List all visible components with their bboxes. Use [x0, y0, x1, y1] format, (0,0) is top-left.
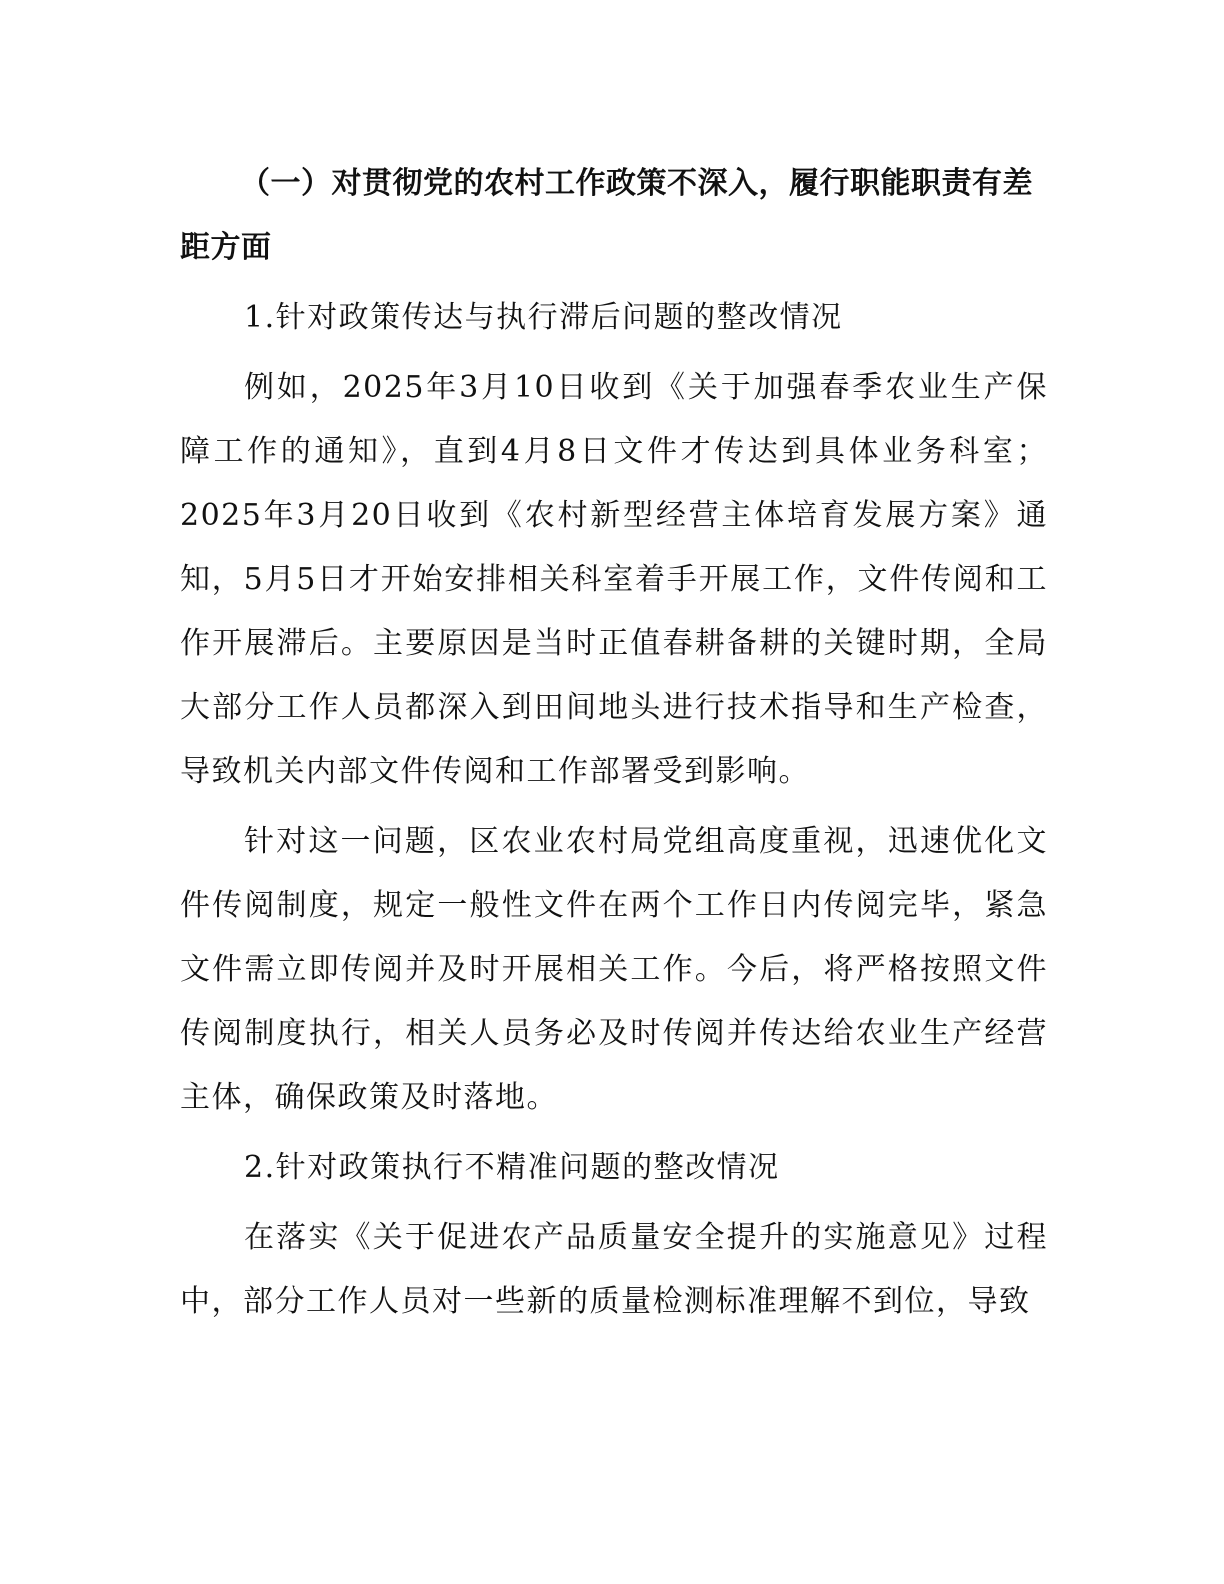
- paragraph-example: 例如，2025年3月10日收到《关于加强春季农业生产保障工作的通知》，直到4月8日文件才传达到具体业务科室；2025年3月20日收到《农村新型经营主体培育发展方案》通知，5月5日才开始安排相关科室着手开展工作，文件传阅和工作开展滞后。主要原因是当时正值春耕备耕的关键时期，全局大部分工作人员都深入到田间地头进行技术指导和生产检查，导致机关内部文件传阅和工作部署受到影响。: [180, 370, 1048, 789]
- subsection-title-1: 1.针对政策传达与执行滞后问题的整改情况: [244, 300, 843, 335]
- subsection-title-2: 2.针对政策执行不精准问题的整改情况: [244, 1150, 780, 1185]
- paragraph-rectification: 针对这一问题，区农业农村局党组高度重视，迅速优化文件传阅制度，规定一般性文件在两个工作日内传阅完毕，紧急文件需立即传阅并及时开展相关工作。今后，将严格按照文件传阅制度执行，相关人员务必及时传阅并传达给农业生产经营主体，确保政策及时落地。: [180, 824, 1048, 1115]
- paragraph-implementation: 在落实《关于促进农产品质量安全提升的实施意见》过程中，部分工作人员对一些新的质量检测标准理解不到位，导致: [180, 1220, 1048, 1319]
- document-page: [180, 152, 1048, 1340]
- section-heading: （一）对贯彻党的农村工作政策不深入，履行职能职责有差距方面: [180, 166, 1033, 265]
